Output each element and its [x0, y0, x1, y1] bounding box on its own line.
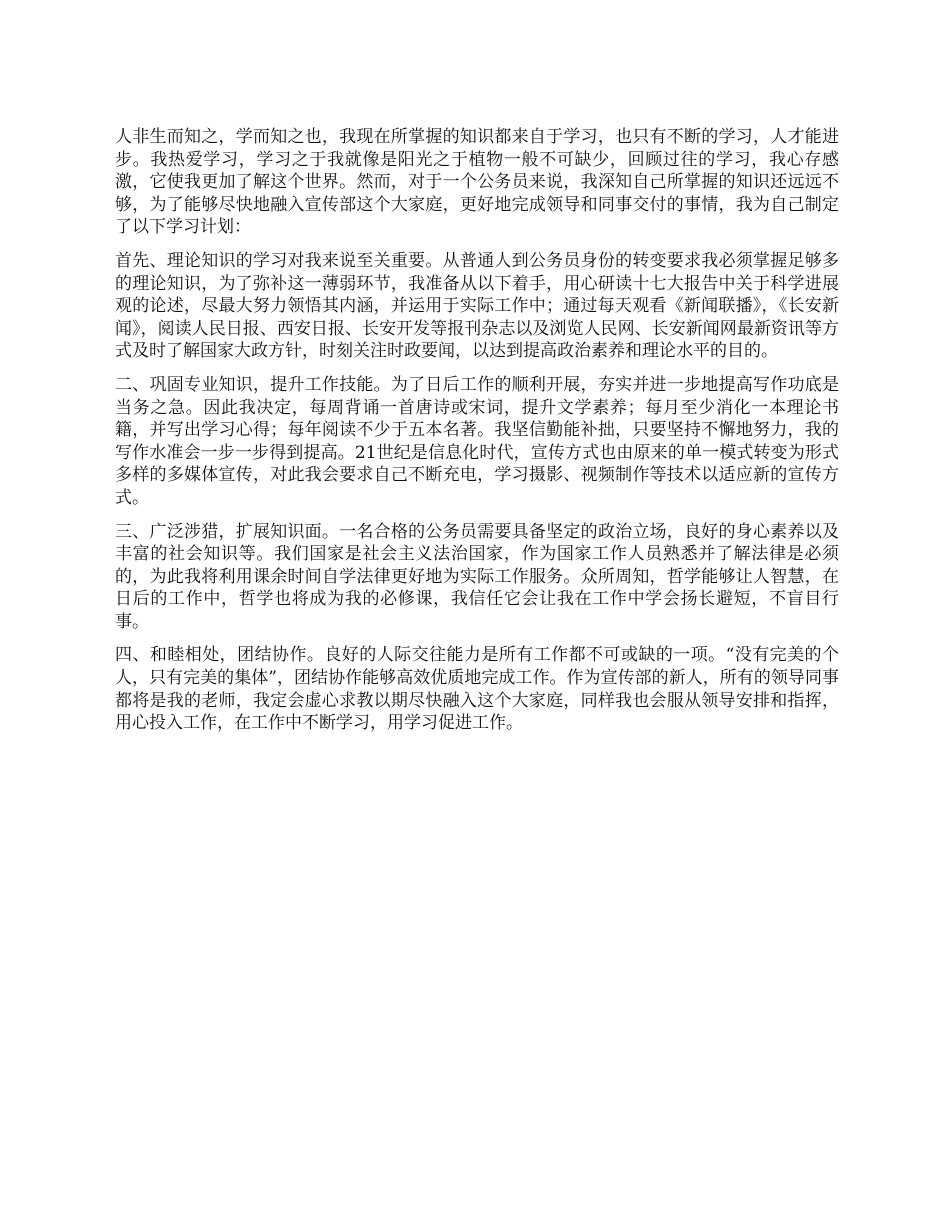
- paragraph-theory-study: 首先、理论知识的学习对我来说至关重要。从普通人到公务员身份的转变要求我必须掌握足够多的理论知识，为了弥补这一薄弱环节，我准备从以下着手，用心研读十七大报告中关于科学进展观的论述，尽最大努力领悟其内涵，并运用于实际工作中；通过每天观看《新闻联播》，《长安新闻》，阅读人民日报、西安日报、长安开发等报刊杂志以及浏览人民网、长安新闻网最新资讯等方式及时了解国家大政方针，时刻关注时政要闻，以达到提高政治素养和理论水平的目的。: [115, 250, 839, 362]
- paragraph-intro: 人非生而知之，学而知之也，我现在所掌握的知识都来自于学习，也只有不断的学习，人才能进步。我热爱学习，学习之于我就像是阳光之于植物一般不可缺少，回顾过往的学习，我心存感激，它使我更加了解这个世界。然而，对于一个公务员来说，我深知自己所掌握的知识还远远不够，为了能够尽快地融入宣传部这个大家庭，更好地完成领导和同事交付的事情，我为自己制定了以下学习计划：: [115, 127, 839, 238]
- paragraph-teamwork: 四、和睦相处，团结协作。良好的人际交往能力是所有工作都不可或缺的一项。“没有完美的个人，只有完美的集体”，团结协作能够高效优质地完成工作。作为宣传部的新人，所有的领导同事都将是我的老师，我定会虚心求教以期尽快融入这个大家庭，同样我也会服从领导安排和指挥，用心投入工作，在工作中不断学习，用学习促进工作。: [115, 645, 839, 734]
- paragraph-professional-skills: 二、巩固专业知识，提升工作技能。为了日后工作的顺利开展，夯实并进一步地提高写作功底是当务之急。因此我决定，每周背诵一首唐诗或宋词，提升文学素养；每月至少消化一本理论书籍，并写出学习心得；每年阅读不少于五本名著。我坚信勤能补拙，只要坚持不懈地努力，我的写作水准会一步一步得到提高。21世纪是信息化时代，宣传方式也由原来的单一模式转变为形式多样的多媒体宣传，对此我会要求自己不断充电，学习摄影、视频制作等技术以适应新的宣传方式。: [115, 374, 839, 508]
- paragraph-broad-knowledge: 三、广泛涉猎，扩展知识面。一名合格的公务员需要具备坚定的政治立场，良好的身心素养以及丰富的社会知识等。我们国家是社会主义法治国家，作为国家工作人员熟悉并了解法律是必须的，为此我将利用课余时间自学法律更好地为实际工作服务。众所周知，哲学能够让人智慧，在日后的工作中，哲学也将成为我的必修课，我信任它会让我在工作中学会扬长避短，不盲目行事。: [115, 521, 839, 632]
- document-body: [115, 126, 839, 746]
